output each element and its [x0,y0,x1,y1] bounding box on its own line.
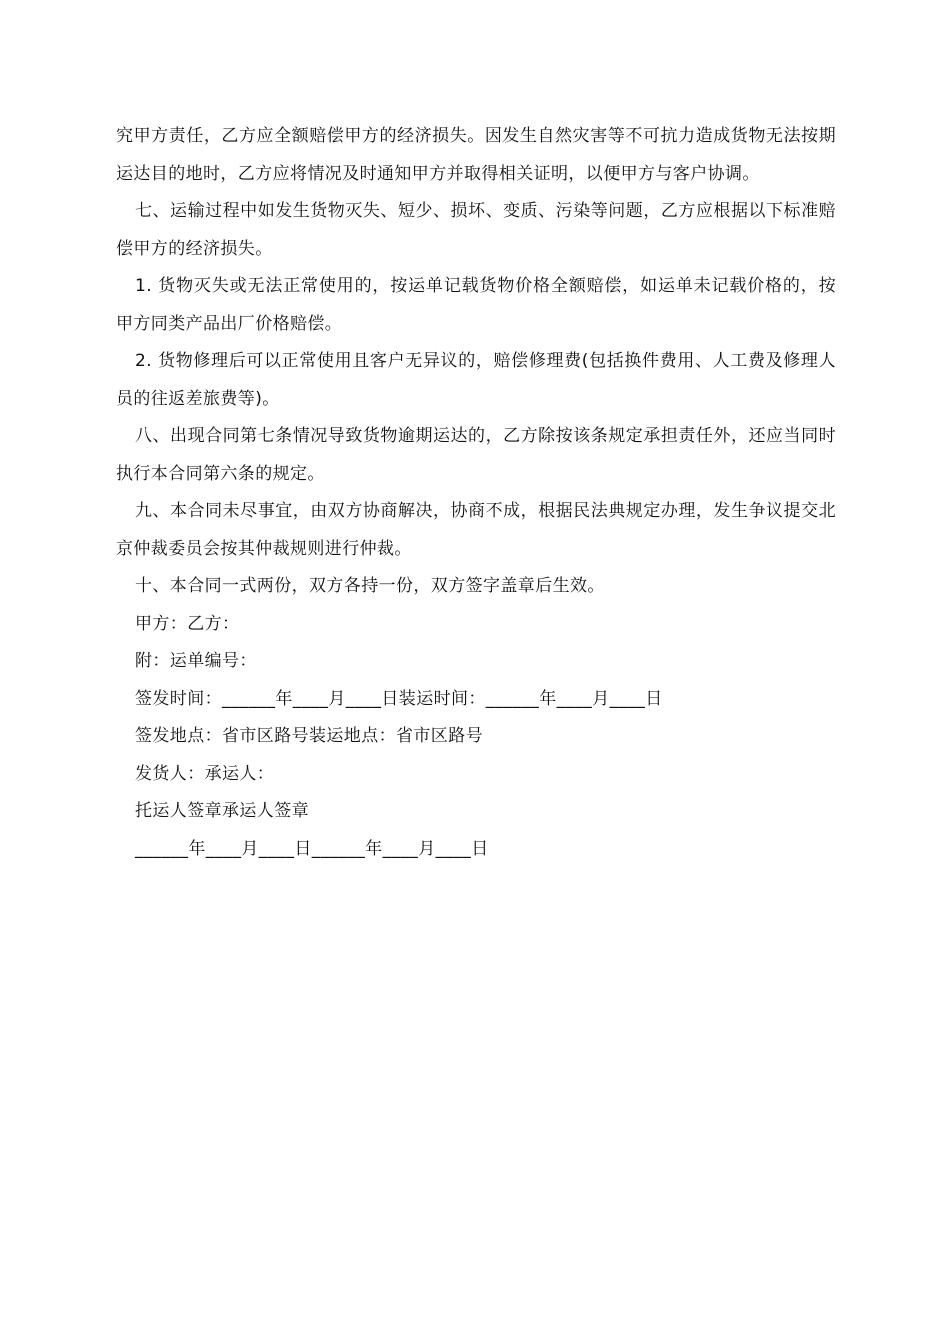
paragraph-clause-7-item-1: 1. 货物灭失或无法正常使用的，按运单记载货物价格全额赔偿，如运单未记载价格的，按甲方同类产品出厂价格赔偿。 [116,276,836,334]
seal-line: 托运人签章承运人签章 [135,801,309,821]
paragraph-clause-7-item-2: 2. 货物修理后可以正常使用且客户无异议的，赔偿修理费(包括换件费用、人工费及修理人员的往返差旅费等)。 [116,351,836,409]
paragraph-clause-8: 八、出现合同第七条情况导致货物逾期运达的，乙方除按该条规定承担责任外，还应当同时执行本合同第六条的规定。 [116,426,836,484]
party-signature-line: 甲方：乙方： [135,613,240,634]
paragraph-clause-9: 九、本合同未尽事宜，由双方协商解决，协商不成，根据民法典规定办理，发生争议提交北京仲裁委员会按其仲裁规则进行仲裁。 [116,501,836,559]
document-body [116,118,836,868]
waybill-number-line: 附：运单编号： [135,651,257,671]
paragraph-clause-10: 十、本合同一式两份，双方各持一份，双方签字盖章后生效。 [135,576,605,596]
issue-place-line: 签发地点：省市区路号装运地点：省市区路号 [135,726,483,746]
paragraph-liability-continuation: 究甲方责任，乙方应全额赔偿甲方的经济损失。因发生自然灾害等不可抗力造成货物无法按期运达目的地时，乙方应将情况及时通知甲方并取得相关证明，以便甲方与客户协调。 [116,126,836,184]
signature-date-line: ______年____月____日______年____月____日 [135,838,489,859]
shipper-carrier-line: 发货人：承运人： [135,763,275,784]
paragraph-clause-7: 七、运输过程中如发生货物灭失、短少、损坏、变质、污染等问题，乙方应根据以下标准赔偿甲方的经济损失。 [116,201,836,259]
issue-date-line: 签发时间：______年____月____日装运时间：______年____月____日 [135,688,663,709]
